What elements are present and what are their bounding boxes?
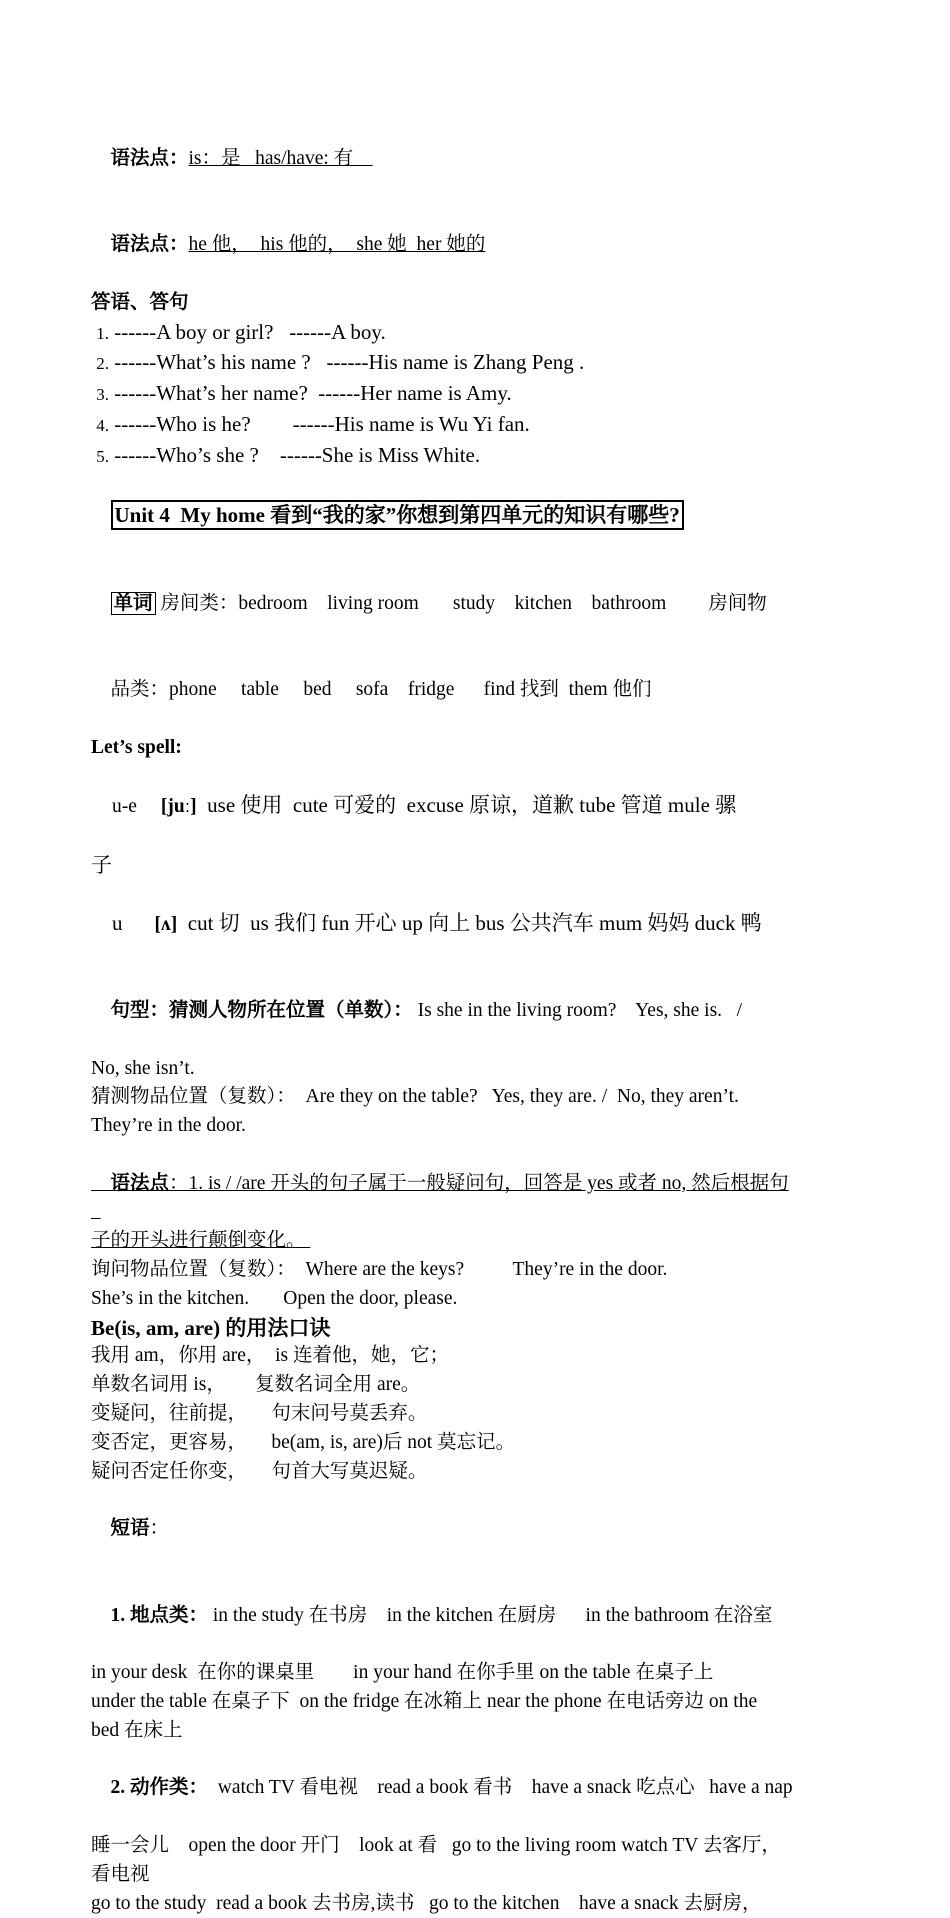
phrases-place-line-3: under the table 在桌子下 on the fridge 在冰箱上 near the phone 在电话旁边 on the [91, 1691, 758, 1713]
phrases-action-line-2: 睡一会儿 open the door 开门 look at 看 go to the living room watch TV 去客厅， [91, 1835, 781, 1857]
phrases-place-line-2: in your desk 在你的课桌里 in your hand 在你手里 on the table 在桌子上 [91, 1662, 714, 1684]
grammar-line-2 [91, 202, 871, 288]
spell-heading: Let’s spell: [91, 736, 182, 758]
vocab-objects: phone table bed sofa fridge find 找到 them 他们 [169, 679, 652, 701]
qa-item: 3. ------What’s her name? ------Her name is Amy. [96, 381, 512, 406]
document-page [91, 116, 871, 1918]
pattern2-line-2: They’re in the door. [91, 1115, 246, 1137]
qa-item: 2. ------What’s his name ? ------His name is Zhang Peng . [96, 350, 585, 375]
grammar-text: is：是 has/have: 有 [188, 147, 373, 169]
grammar-label: 语法点： [110, 234, 189, 256]
spell-u-line: u [ʌ] cut 切 us 我们 fun 开心 up 向上 bus 公共汽车 mum 妈妈 duck 鸭 [112, 910, 762, 935]
phrases-heading: 短语： [110, 1518, 170, 1540]
phrases-action-line-4: go to the study read a book 去书房,读书 go to the kitchen have a snack 去厨房， [91, 1892, 762, 1914]
grammar3-line-1: 语法点：1. is / /are 开头的句子属于一般疑问句，回答是 yes 或者 no, 然后根据句 [110, 1172, 789, 1194]
rhyme-line: 我用 am，你用 are， is 连着他，她，它； [91, 1345, 450, 1367]
vocab-line-1: 单词 房间类：bedroom living room study kitchen bathroom 房间物 [91, 561, 871, 647]
grammar-label: 语法点： [110, 147, 189, 169]
rhyme-line: 疑问否定任你变， 句首大写莫迟疑。 [91, 1460, 428, 1482]
ask-line-1: 询问物品位置（复数）： Where are the keys? They’re in the door. [91, 1259, 668, 1281]
be-heading: Be(is, am, are) 的用法口诀 [91, 1315, 331, 1340]
grammar-line-1 [91, 116, 871, 202]
grammar-text: he 他， his 他的， she 她 her 她的 [188, 234, 486, 256]
pattern-line-1: 句型：猜测人物所在位置（单数）： Is she in the living room? Yes, she is. / [110, 999, 743, 1021]
grammar3-line-2: 子的开头进行颠倒变化。 [91, 1230, 311, 1252]
phrases-action-line-1: 2. 动作类： watch TV 看电视 read a book 看书 have a snack 吃点心 have a nap [110, 1777, 793, 1799]
qa-item: 5. ------Who’s she ? ------She is Miss White. [96, 442, 481, 467]
unit-title-row [91, 472, 871, 561]
qa-heading: 答语、答句 [91, 291, 189, 313]
rhyme-line: 单数名词用 is， 复数名词全用 are。 [91, 1374, 421, 1396]
rhyme-line: 变否定，更容易， be(am, is, are)后 not 莫忘记。 [91, 1431, 516, 1453]
phrases-action-line-3: 看电视 [91, 1863, 150, 1885]
spell-ue-line-cont: 子 [91, 852, 112, 877]
pattern-line-2: No, she isn’t. [91, 1057, 195, 1079]
spell-ue-line: u-e [juː] use 使用 cute 可爱的 excuse 原谅，道歉 tube 管道 mule 骡 [112, 793, 737, 818]
qa-item: 4. ------Who is he? ------His name is Wu Yi fan. [96, 411, 530, 436]
phrases-place-line-4: bed 在床上 [91, 1719, 183, 1741]
ask-line-2: She’s in the kitchen. Open the door, please. [91, 1287, 458, 1309]
qa-item: 1. ------A boy or girl? ------A boy. [96, 319, 386, 344]
unit-title: Unit 4 My home 看到“我的家”你想到第四单元的知识有哪些? [111, 500, 684, 530]
rhyme-line: 变疑问，往前提， 句末问号莫丢弃。 [91, 1403, 428, 1425]
pattern2-line-1: 猜测物品位置（复数）： Are they on the table? Yes, they are. / No, they aren’t. [91, 1086, 739, 1108]
phrases-place-line-1: 1. 地点类： in the study 在书房 in the kitchen 在厨房 in the bathroom 在浴室 [110, 1604, 773, 1626]
vocab-label: 单词 [111, 592, 156, 615]
vocab-rooms: bedroom living room study kitchen bathroom [238, 592, 667, 614]
vocab-line-2: 品类：phone table bed sofa fridge find 找到 them 他们 [110, 679, 652, 701]
